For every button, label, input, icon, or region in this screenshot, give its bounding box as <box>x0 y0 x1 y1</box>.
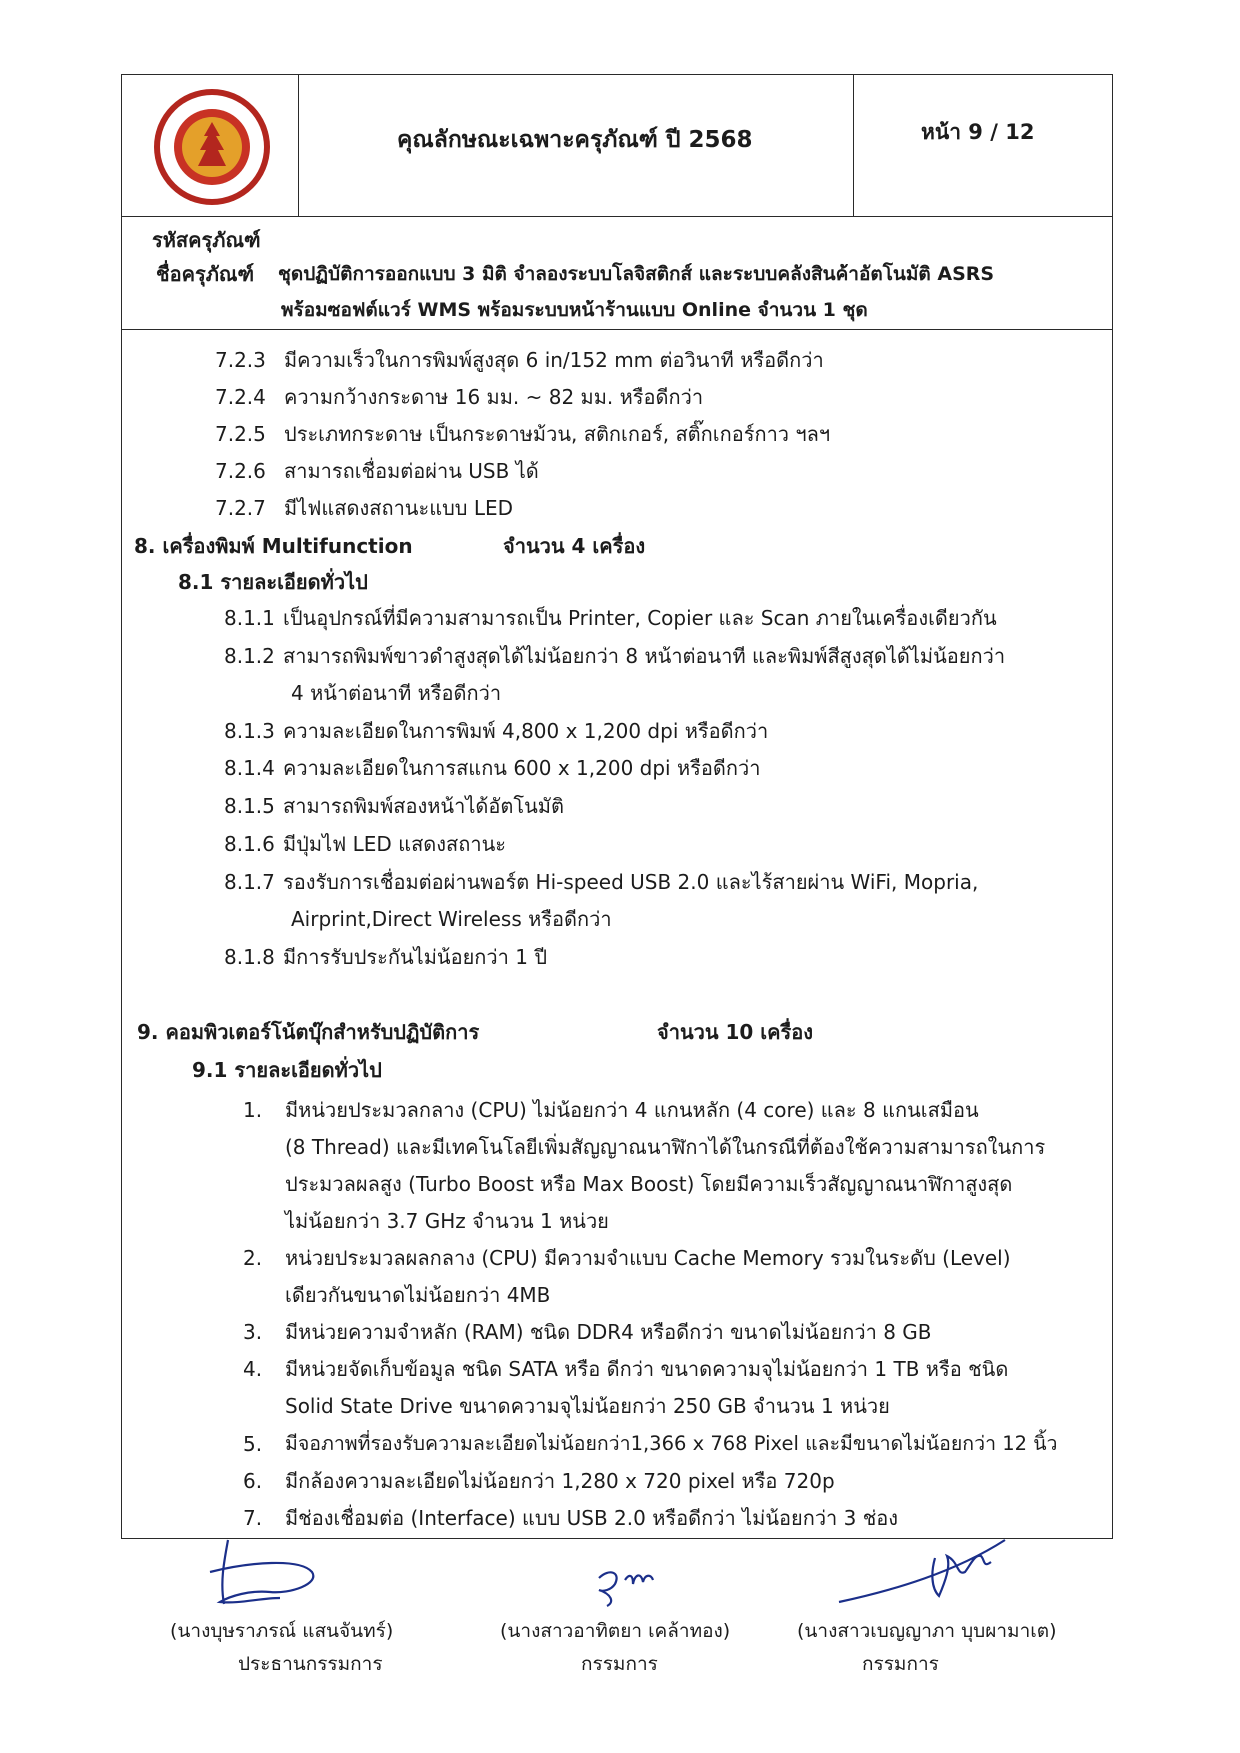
item-text-continued: 4 หน้าต่อนาที หรือดีกว่า <box>291 681 502 705</box>
item-text: เป็นอุปกรณ์ที่มีความสามารถเป็น Printer, Copier และ Scan ภายในเครื่องเดียวกัน <box>283 606 997 630</box>
signature-name-chairman: (นางบุษราภรณ์ แสนจันทร์) <box>170 1620 394 1642</box>
item-text: มีไฟแสดงสถานะแบบ LED <box>284 496 514 520</box>
signature-role-committee-1: กรรมการ <box>581 1653 658 1675</box>
section-9-heading: 9. คอมพิวเตอร์โน้ตบุ๊กสำหรับปฏิบัติการ <box>137 1020 480 1044</box>
item-number: 2. <box>243 1246 263 1270</box>
signature-role-committee-2: กรรมการ <box>862 1653 939 1675</box>
item-number: 5. <box>243 1432 263 1456</box>
section-9-1-heading: 9.1 รายละเอียดทั่วไป <box>192 1058 382 1082</box>
item-text: มีปุ่มไฟ LED แสดงสถานะ <box>283 832 506 856</box>
item-text-continued: ไม่น้อยกว่า 3.7 GHz จำนวน 1 หน่วย <box>285 1209 609 1233</box>
item-text: รองรับการเชื่อมต่อผ่านพอร์ต Hi-speed USB 2.0 และไร้สายผ่าน WiFi, Mopria, <box>283 870 979 894</box>
item-text-continued: (8 Thread) และมีเทคโนโลยีเพิ่มสัญญาณนาฬิกาได้ในกรณีที่ต้องใช้ความสามารถในการ <box>285 1135 1046 1159</box>
header-col-divider-2 <box>853 74 854 216</box>
signature-role-chairman: ประธานกรรมการ <box>238 1653 383 1675</box>
equipment-name-label: ชื่อครุภัณฑ์ <box>156 262 255 286</box>
item-number: 7. <box>243 1506 263 1530</box>
item-number: 4. <box>243 1357 263 1381</box>
header-col-divider-1 <box>298 74 299 216</box>
signature-chairman <box>190 1532 350 1612</box>
equipment-code-label: รหัสครุภัณฑ์ <box>152 228 261 252</box>
item-text: หน่วยประมวลผลกลาง (CPU) มีความจำแบบ Cache Memory รวมในระดับ (Level) <box>285 1246 1011 1270</box>
signature-committee-1 <box>585 1560 685 1610</box>
signature-committee-2 <box>835 1532 1015 1612</box>
document-title: คุณลักษณะเฉพาะครุภัณฑ์ ปี 2568 <box>397 127 753 153</box>
item-number: 7.2.5 <box>215 422 266 446</box>
signature-name-committee-2: (นางสาวเบญญาภา บุบผามาเต) <box>797 1620 1057 1642</box>
item-text-continued: Airprint,Direct Wireless หรือดีกว่า <box>291 907 612 931</box>
item-number: 7.2.4 <box>215 385 266 409</box>
section-9-quantity: จำนวน 10 เครื่อง <box>657 1020 814 1044</box>
equipment-name-line1: ชุดปฏิบัติการออกแบบ 3 มิติ จำลองระบบโลจิสติกส์ และระบบคลังสินค้าอัตโนมัติ ASRS <box>278 263 995 285</box>
item-text: มีหน่วยความจำหลัก (RAM) ชนิด DDR4 หรือดีกว่า ขนาดไม่น้อยกว่า 8 GB <box>285 1320 932 1344</box>
section-8-quantity: จำนวน 4 เครื่อง <box>503 534 646 558</box>
item-text: มีช่องเชื่อมต่อ (Interface) แบบ USB 2.0 หรือดีกว่า ไม่น้อยกว่า 3 ช่อง <box>285 1506 899 1530</box>
item-number: 8.1.8 <box>224 945 275 969</box>
item-number: 1. <box>243 1098 263 1122</box>
item-number: 8.1.3 <box>224 719 275 743</box>
equipment-name-line2: พร้อมซอฟต์แวร์ WMS พร้อมระบบหน้าร้านแบบ Online จำนวน 1 ชุด <box>281 299 868 321</box>
item-number: 8.1.7 <box>224 870 275 894</box>
page-number: หน้า 9 / 12 <box>921 120 1035 144</box>
item-number: 8.1.6 <box>224 832 275 856</box>
section-8-1-heading: 8.1 รายละเอียดทั่วไป <box>178 570 368 594</box>
item-number: 7.2.3 <box>215 348 266 372</box>
item-text: สามารถพิมพ์สองหน้าได้อัตโนมัติ <box>283 794 564 818</box>
item-number: 8.1.5 <box>224 794 275 818</box>
item-text: มีจอภาพที่รองรับความละเอียดไม่น้อยกว่า1,366 x 768 Pixel และมีขนาดไม่น้อยกว่า 12 นิ้ว <box>285 1432 1058 1455</box>
section-8-heading: 8. เครื่องพิมพ์ Multifunction <box>134 534 413 558</box>
item-text: ความกว้างกระดาษ 16 มม. ~ 82 มม. หรือดีกว่า <box>284 385 704 409</box>
item-text: ประเภทกระดาษ เป็นกระดาษม้วน, สติกเกอร์, สติ๊กเกอร์กาว ฯลฯ <box>284 422 831 446</box>
signature-name-committee-1: (นางสาวอาทิตยา เคล้าทอง) <box>500 1620 731 1642</box>
item-text: มีหน่วยประมวลกลาง (CPU) ไม่น้อยกว่า 4 แกนหลัก (4 core) และ 8 แกนเสมือน <box>285 1098 979 1122</box>
item-text: สามารถพิมพ์ขาวดำสูงสุดได้ไม่น้อยกว่า 8 หน้าต่อนาที และพิมพ์สีสูงสุดได้ไม่น้อยกว่า <box>283 644 1006 668</box>
item-text: สามารถเชื่อมต่อผ่าน USB ได้ <box>284 459 539 483</box>
item-text: มีกล้องความละเอียดไม่น้อยกว่า 1,280 x 720 pixel หรือ 720p <box>285 1469 835 1493</box>
item-number: 7.2.7 <box>215 496 266 520</box>
seal-logo <box>142 86 282 208</box>
item-number: 8.1.4 <box>224 756 275 780</box>
item-text-continued: ประมวลผลสูง (Turbo Boost หรือ Max Boost) โดยมีความเร็วสัญญาณนาฬิกาสูงสุด <box>285 1172 1013 1196</box>
item-text-continued: เดียวกันขนาดไม่น้อยกว่า 4MB <box>285 1283 551 1307</box>
item-number: 8.1.2 <box>224 644 275 668</box>
item-number: 7.2.6 <box>215 459 266 483</box>
header-divider <box>121 216 1113 217</box>
item-text: มีความเร็วในการพิมพ์สูงสุด 6 in/152 mm ต่อวินาที หรือดีกว่า <box>284 348 824 372</box>
item-text: ความละเอียดในการพิมพ์ 4,800 x 1,200 dpi หรือดีกว่า <box>283 719 769 743</box>
item-text: มีการรับประกันไม่น้อยกว่า 1 ปี <box>283 945 548 969</box>
item-text: มีหน่วยจัดเก็บข้อมูล ชนิด SATA หรือ ดีกว่า ขนาดความจุไม่น้อยกว่า 1 TB หรือ ชนิด <box>285 1357 1009 1381</box>
item-text: ความละเอียดในการสแกน 600 x 1,200 dpi หรือดีกว่า <box>283 756 761 780</box>
item-number: 3. <box>243 1320 263 1344</box>
item-number: 6. <box>243 1469 263 1493</box>
item-number: 8.1.1 <box>224 606 275 630</box>
item-text-continued: Solid State Drive ขนาดความจุไม่น้อยกว่า 250 GB จำนวน 1 หน่วย <box>285 1394 890 1418</box>
